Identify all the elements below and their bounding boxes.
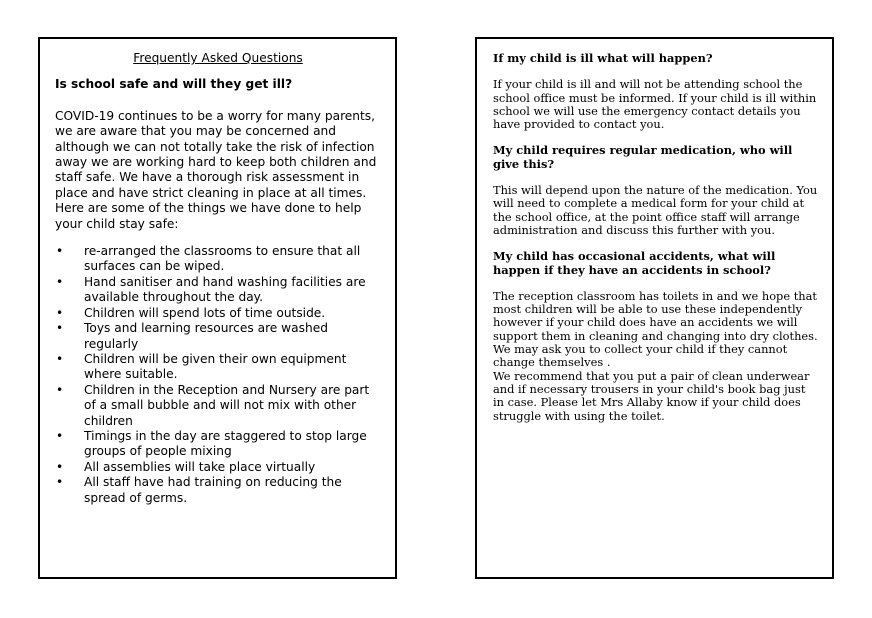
bullet-icon: •: [56, 459, 64, 474]
list-item: [55, 352, 381, 383]
question-accidents: My child has occasional accidents, what will happen if they have an accidents in school?: [493, 249, 776, 277]
list-item: [55, 306, 381, 321]
answer-medication: This will depend upon the nature of the medication. You will need to complete a medical form for your child at the school office, at the point office staff will arrange administration and discuss this further with you.: [493, 183, 818, 237]
bullet-icon: •: [56, 305, 64, 320]
bullet-icon: •: [56, 351, 64, 366]
list-item-text: Children will spend lots of time outside.: [84, 305, 326, 320]
list-item: [55, 321, 381, 352]
faq-page-left: [38, 37, 397, 579]
list-item-text: All assemblies will take place virtually: [84, 459, 316, 474]
bullet-icon: •: [56, 274, 64, 289]
answer-accidents-recommendation: We recommend that you put a pair of clean underwear and if necessary trousers in your child's book bag just in case. Please let Mrs Allaby know if your child does struggle with using the toilet.: [493, 368, 810, 423]
list-item: [55, 275, 381, 306]
list-item-text: All staff have had training on reducing the spread of germs.: [84, 475, 342, 505]
list-item-text: Children will be given their own equipment where suitable.: [84, 351, 347, 382]
list-item: [55, 460, 381, 475]
list-item-text: Timings in the day are staggered to stop large groups of people mixing: [84, 428, 367, 459]
list-item: [55, 383, 381, 429]
list-item-text: Toys and learning resources are washed regularly: [84, 321, 328, 351]
bullet-icon: •: [56, 475, 64, 490]
bullet-icon: •: [56, 244, 64, 259]
faq-page-right: [475, 37, 834, 579]
list-item: [55, 475, 381, 506]
safety-heading: Is school safe and will they get ill?: [55, 77, 293, 92]
question-illness: If my child is ill what will happen?: [493, 51, 713, 65]
list-item: [55, 429, 381, 460]
bullet-icon: •: [56, 428, 64, 443]
list-item: [55, 244, 381, 275]
list-item-text: Children in the Reception and Nursery are part of a small bubble and will not mix with other children: [84, 382, 370, 428]
bullet-icon: •: [56, 382, 64, 397]
list-item-text: re-arranged the classrooms to ensure that all surfaces can be wiped.: [84, 244, 361, 274]
answer-illness: If your child is ill and will not be attending school the school office must be informed. If your child is ill within school we will use the emergency contact details you have provided to contact you.: [493, 77, 817, 132]
safety-intro: COVID-19 continues to be a worry for many parents, we are aware that you may be concerned and although we can not totally take the risk of infection away we are working hard to keep both children and staff safe. We have a thorough risk assessment in place and have strict cleaning in place at all times. Here are some of the things we have done to help your child stay safe:: [55, 108, 377, 231]
safety-measures-list: [55, 244, 381, 506]
list-item-text: Hand sanitiser and hand washing facilities are available throughout the day.: [84, 274, 366, 305]
faq-title: Frequently Asked Questions: [133, 51, 303, 65]
question-medication: My child requires regular medication, who will give this?: [493, 143, 793, 171]
answer-accidents: The reception classroom has toilets in and we hope that most children will be able to use these independently however if your child does have an accidents we will support them in cleaning and changing into dry clothes. We may ask you to collect your child if they cannot change themselves .: [493, 288, 818, 370]
bullet-icon: •: [56, 321, 64, 336]
